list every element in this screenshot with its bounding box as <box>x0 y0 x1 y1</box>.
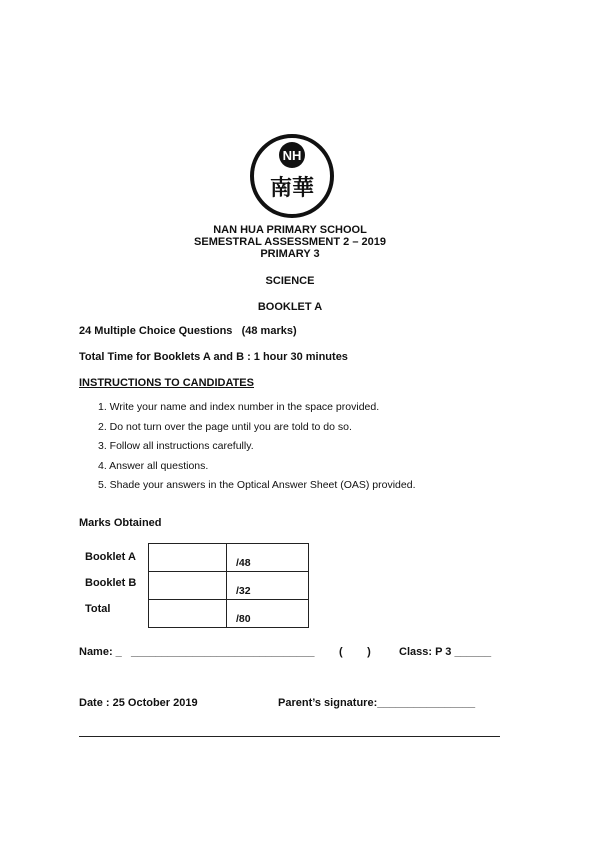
marks-table <box>148 543 309 628</box>
instruction-item: 5. Shade your answers in the Optical Answer Sheet (OAS) provided. <box>98 479 416 491</box>
max-score-cell: /32 <box>227 572 309 600</box>
instruction-item: 3. Follow all instructions carefully. <box>98 440 254 452</box>
score-cell[interactable] <box>149 572 227 600</box>
date-text: Date : 25 October 2019 <box>79 697 198 709</box>
parent-signature-field[interactable]: Parent’s signature:________________ <box>278 697 476 709</box>
name-field[interactable]: Name: _ ______________________________ <box>79 646 315 658</box>
booklet-title: BOOKLET A <box>257 301 323 313</box>
table-row <box>149 600 309 628</box>
max-score-cell: /80 <box>227 600 309 628</box>
score-cell[interactable] <box>149 544 227 572</box>
table-row <box>149 544 309 572</box>
instructions-list <box>98 398 416 496</box>
question-count-text: 24 Multiple Choice Questions <box>79 325 233 337</box>
assessment-title: SEMESTRAL ASSESSMENT 2 – 2019 <box>194 236 386 248</box>
marks-row-label: Total <box>85 603 111 615</box>
score-cell[interactable] <box>149 600 227 628</box>
school-name: NAN HUA PRIMARY SCHOOL <box>213 224 367 236</box>
instruction-item: 2. Do not turn over the page until you are told to do so. <box>98 420 352 433</box>
instruction-item: 4. Answer all questions. <box>98 459 209 472</box>
school-logo <box>249 133 335 219</box>
total-time: Total Time for Booklets A and B : 1 hour 30 minutes <box>79 351 348 363</box>
subject-title: SCIENCE <box>265 275 315 287</box>
marks-obtained-title: Marks Obtained <box>79 517 162 529</box>
table-row <box>149 572 309 600</box>
marks-row-label: Booklet B <box>85 577 137 589</box>
question-count <box>79 325 297 337</box>
instructions-title: INSTRUCTIONS TO CANDIDATES <box>79 377 254 389</box>
max-score-cell: /48 <box>227 544 309 572</box>
total-marks: (48 marks) <box>241 325 297 337</box>
logo-chinese-name: 南華 <box>269 176 315 201</box>
class-field[interactable]: Class: P 3 ______ <box>399 646 492 658</box>
level-title: PRIMARY 3 <box>260 248 320 260</box>
marks-row-label: Booklet A <box>85 551 136 563</box>
instruction-item: 1. Write your name and index number in the space provided. <box>98 401 380 413</box>
bottom-rule <box>79 736 500 737</box>
index-number-field[interactable]: ( ) <box>339 646 371 658</box>
logo-initials: NH <box>282 148 302 163</box>
